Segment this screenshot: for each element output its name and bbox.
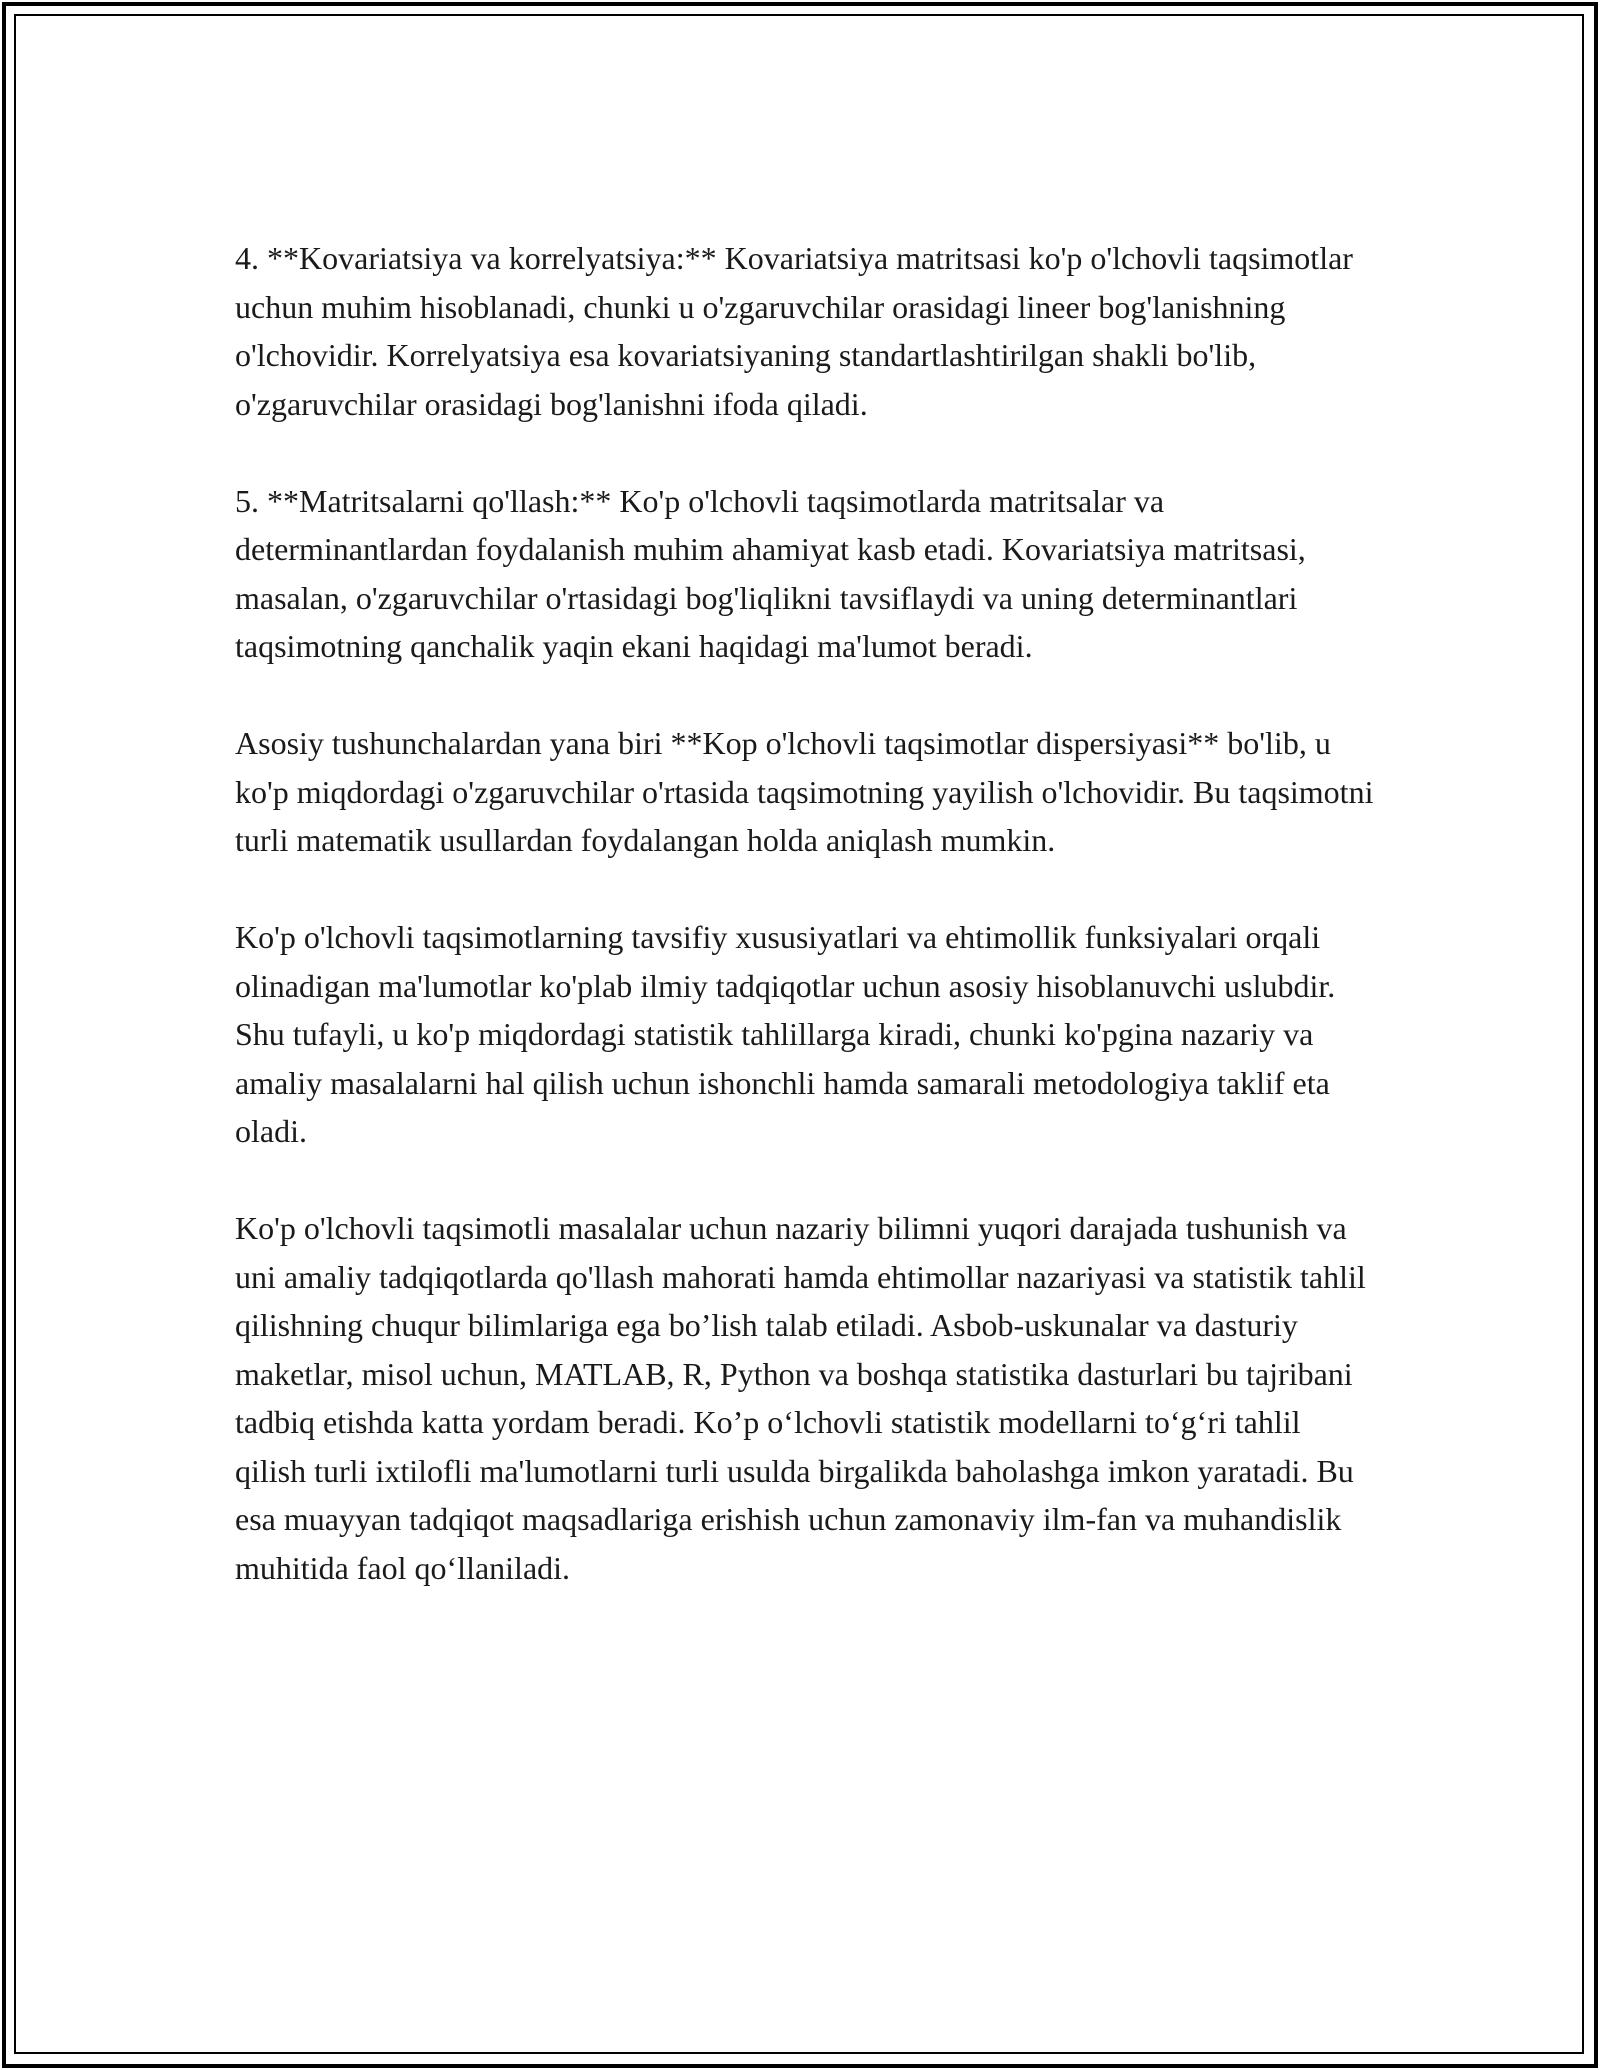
paragraph-dispersion: Asosiy tushunchalardan yana biri **Kop o'lchovli taqsimotlar dispersiyasi** bo'lib, u ko'p miqdordagi o'zgaruvchilar o'rtasida taqsimotning yayilish o'lchovidir. Bu taqsimotni turli matematik usullardan foydalangan holda aniqlash mumkin. — [235, 725, 1374, 858]
paragraph-descriptive-properties: Ko'p o'lchovli taqsimotlarning tavsifiy xususiyatlari va ehtimollik funksiyalari orqali olinadigan ma'lumotlar ko'plab ilmiy tadqiqotlar uchun asosiy hisoblanuvchi uslubdir. Shu tufayli, u ko'p miqdordagi statistik tahlillarga kiradi, chunki ko'pgina nazariy va amaliy masalalarni hal qilish uchun ishonchli hamda samarali metodologiya taklif eta oladi. — [235, 919, 1336, 1149]
paragraph-matrix-application: 5. **Matritsalarni qo'llash:** Ko'p o'lchovli taqsimotlarda matritsalar va determinantlardan foydalanish muhim ahamiyat kasb etadi. Kovariatsiya matritsasi, masalan, o'zgaruvchilar o'rtasidagi bog'liqlikni tavsiflaydi va uning determinantlari taqsimotning qanchalik yaqin ekani haqidagi ma'lumot beradi. — [235, 482, 1306, 664]
paragraph-theoretical-knowledge: Ko'p o'lchovli taqsimotli masalalar uchun nazariy bilimni yuqori darajada tushunish va uni amaliy tadqiqotlarda qo'llash mahorati hamda ehtimollar nazariyasi va statistik tahlil qilishning chuqur bilimlariga ega bo’lish talab etiladi. Asbob-uskunalar va dasturiy maketlar, misol uchun, MATLAB, R, Python va boshqa statistika dasturlari bu tajribani tadbiq etishda katta yordam beradi. Ko’p o‘lchovli statistik modellarni to‘g‘ri tahlil qilish turli ixtilofli ma'lumotlarni turli usulda birgalikda baholashga imkon yaratadi. Bu esa muayyan tadqiqot maqsadlariga erishish uchun zamonaviy ilm-fan va muhandislik muhitida faol qo‘llaniladi. — [235, 1210, 1366, 1586]
paragraph-covariance-correlation: 4. **Kovariatsiya va korrelyatsiya:** Kovariatsiya matritsasi ko'p o'lchovli taqsimotlar uchun muhim hisoblanadi, chunki u o'zgaruvchilar orasidagi lineer bog'lanishning o'lchovidir. Korrelyatsiya esa kovariatsiyaning standartlashtirilgan shakli bo'lib, o'zgaruvchilar orasidagi bog'lanishni ifoda qiladi. — [235, 240, 1353, 422]
document-body — [235, 234, 1375, 1641]
